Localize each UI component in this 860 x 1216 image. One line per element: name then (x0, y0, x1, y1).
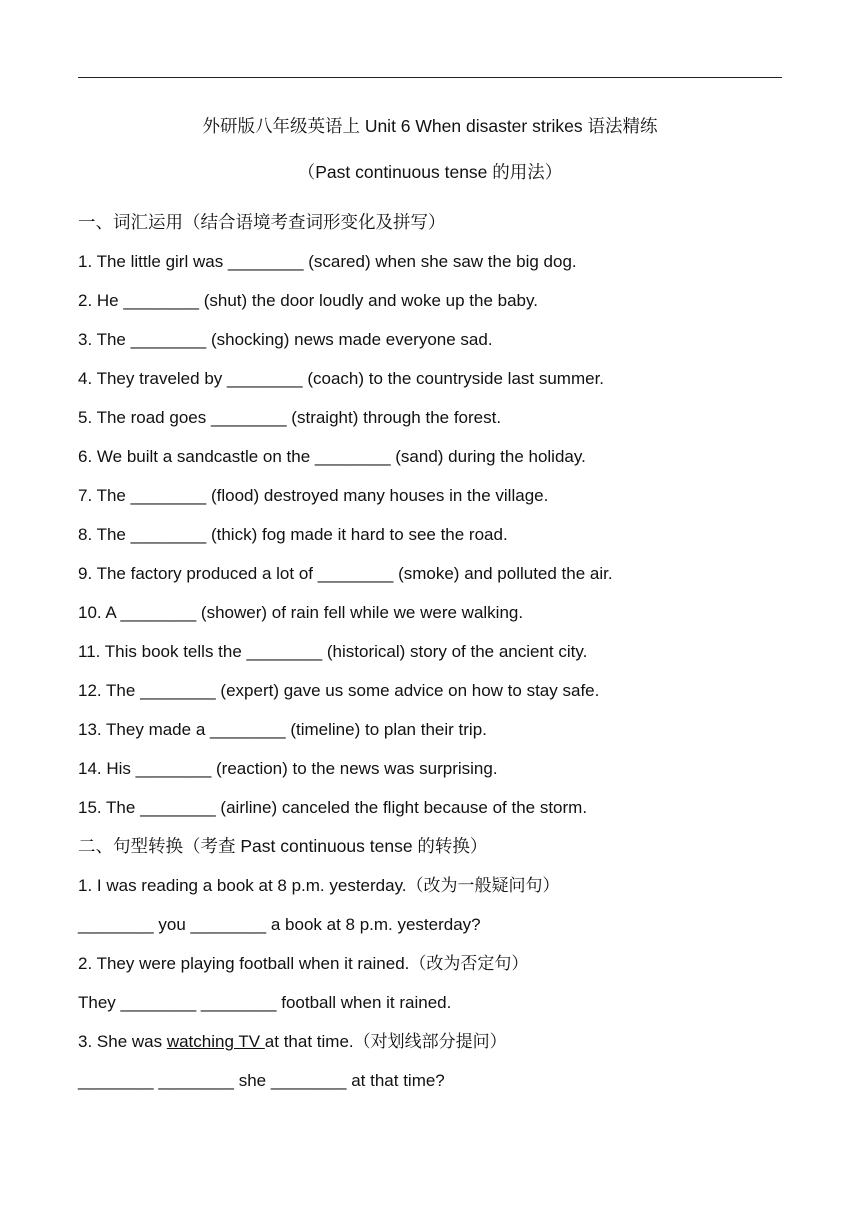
exercise-item: 15. The ________ (airline) canceled the flight because of the storm. (78, 798, 588, 817)
section-1-heading: 一、词汇运用（结合语境考查词形变化及拼写） (78, 212, 446, 232)
header-rule (78, 77, 782, 78)
document-subtitle: （Past continuous tense 的用法） (297, 162, 563, 182)
document-title: 外研版八年级英语上 Unit 6 When disaster strikes 语法精练 (202, 116, 658, 136)
exercise-item: 6. We built a sandcastle on the ________ (sand) during the holiday. (78, 447, 586, 466)
section-2-heading: 二、句型转换（考查 Past continuous tense 的转换） (78, 836, 488, 856)
document-body (78, 112, 782, 1100)
transformation-prompt: 2. They were playing football when it rained.（改为否定句） (78, 954, 529, 973)
sentence-transformation-list (78, 866, 782, 1100)
transformation-answer-line: ________ you ________ a book at 8 p.m. yesterday? (78, 915, 481, 934)
transformation-answer-line: ________ ________ she ________ at that time? (78, 1071, 445, 1090)
transformation-answer-line: They ________ ________ football when it rained. (78, 993, 452, 1012)
exercise-item: 1. The little girl was ________ (scared) when she saw the big dog. (78, 252, 577, 271)
exercise-item: 13. They made a ________ (timeline) to plan their trip. (78, 720, 487, 739)
exercise-item: 10. A ________ (shower) of rain fell while we were walking. (78, 603, 524, 622)
prompt-text-after: at that time.（对划线部分提问） (264, 1032, 507, 1051)
exercise-item: 12. The ________ (expert) gave us some advice on how to stay safe. (78, 681, 600, 700)
exercise-item: 5. The road goes ________ (straight) through the forest. (78, 408, 502, 427)
exercise-item: 3. The ________ (shocking) news made everyone sad. (78, 330, 493, 349)
exercise-item: 7. The ________ (flood) destroyed many houses in the village. (78, 486, 549, 505)
exercise-item: 8. The ________ (thick) fog made it hard to see the road. (78, 525, 508, 544)
transformation-prompt: 1. I was reading a book at 8 p.m. yesterday.（改为一般疑问句） (78, 876, 560, 895)
exercise-item: 4. They traveled by ________ (coach) to the countryside last summer. (78, 369, 605, 388)
prompt-text-before: 3. She was (78, 1032, 167, 1051)
exercise-item: 14. His ________ (reaction) to the news was surprising. (78, 759, 498, 778)
transformation-prompt (78, 1022, 782, 1061)
underlined-phrase: watching TV (166, 1032, 265, 1051)
vocabulary-exercise-list (78, 242, 782, 827)
exercise-item: 2. He ________ (shut) the door loudly and woke up the baby. (78, 291, 538, 310)
exercise-item: 11. This book tells the ________ (historical) story of the ancient city. (78, 642, 588, 661)
exercise-item: 9. The factory produced a lot of ________ (smoke) and polluted the air. (78, 564, 613, 583)
